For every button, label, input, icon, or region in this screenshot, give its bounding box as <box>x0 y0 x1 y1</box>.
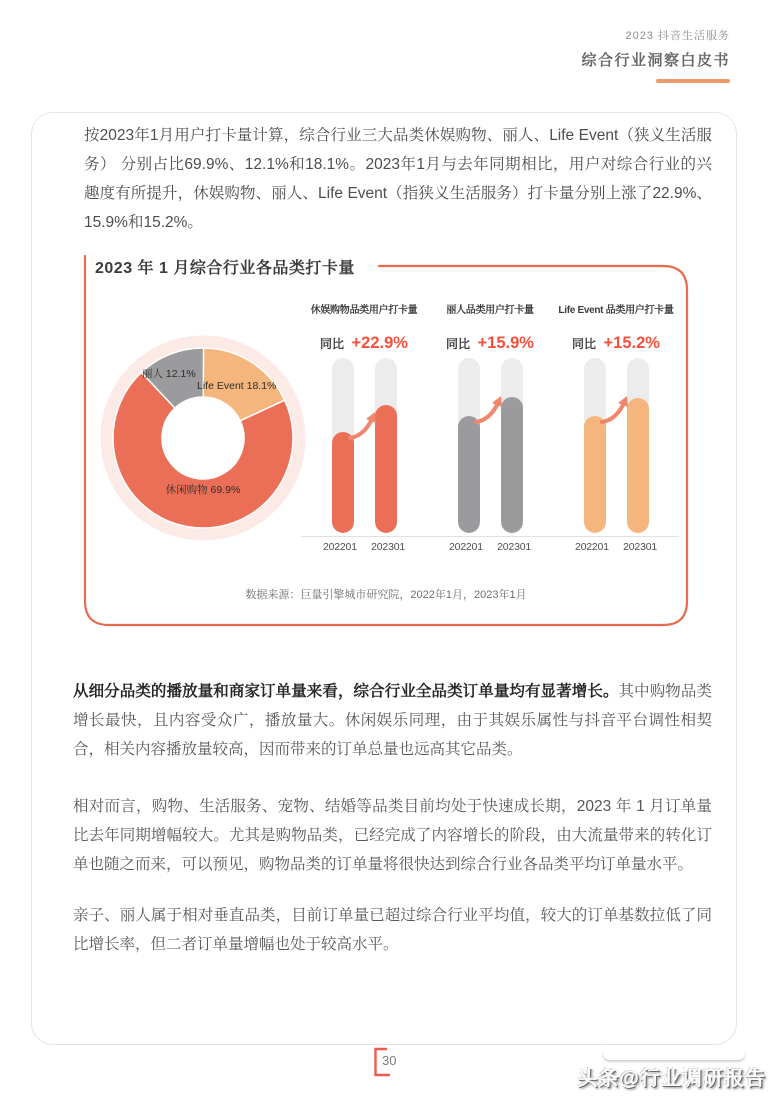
growth-arrow-icon <box>346 410 382 442</box>
chart-box <box>81 250 691 629</box>
bar-chart-area <box>301 305 679 553</box>
bar-baseline <box>553 536 679 537</box>
header-underline <box>656 79 730 83</box>
bar-pair <box>458 358 523 533</box>
bar-group-life-event <box>553 305 679 553</box>
bar-pair <box>584 358 649 533</box>
growth-arrow-icon <box>598 394 634 426</box>
bar-pair <box>332 358 397 533</box>
bar-categories <box>323 541 405 553</box>
bar-category-label: 202201 <box>449 541 483 553</box>
content-card <box>31 112 737 1045</box>
chart-source: 数据来源：巨量引擎城市研究院，2022年1月，2023年1月 <box>245 589 527 601</box>
body-paragraph-1 <box>73 677 712 764</box>
bar-fill <box>332 432 354 534</box>
bar-category-label: 202201 <box>323 541 357 553</box>
bar-group-title: 丽人品类用户打卡量 <box>446 305 534 316</box>
bar-track <box>584 358 606 533</box>
yoy-row <box>553 333 679 353</box>
bar-track <box>501 358 523 533</box>
bar-category-label: 202301 <box>371 541 405 553</box>
donut-chart <box>98 333 308 543</box>
paragraph-bold-lead: 从细分品类的播放量和商家订单量来看，综合行业全品类订单量均有显著增长。 <box>73 683 619 700</box>
page-number-value: 30 <box>382 1053 397 1068</box>
yoy-label: 同比 <box>320 337 345 351</box>
bar-group-liren <box>427 305 553 553</box>
bar-group-xiuyu-gouwu <box>301 305 427 553</box>
bar-categories <box>449 541 531 553</box>
yoy-row <box>427 333 553 353</box>
bar-group-title: 休娱购物品类用户打卡量 <box>310 305 418 316</box>
watermark-text: 头条@行业调研报告 <box>577 1068 766 1090</box>
body-paragraph-2: 相对而言，购物、生活服务、宠物、结婚等品类目前均处于快速成长期，2023 年 1 月订单量比去年同期增幅较大。尤其是购物品类，已经完成了内容增长的阶段，由大流量带来的转化订单也随之而来，可以预见，购物品类的订单量将很快达到综合行业各品类平均订单量水平。 <box>73 798 712 873</box>
page-number <box>373 1047 407 1079</box>
bar-track <box>332 358 354 533</box>
donut-label-xiuxian-gouwu: 休闲购物 69.9% <box>165 484 241 496</box>
donut-label-life-event: Life Event 18.1% <box>197 380 277 392</box>
body-paragraph-3: 亲子、丽人属于相对垂直品类，目前订单量已超过综合行业平均值，较大的订单基数拉低了同比增长率，但二者订单量增幅也处于较高水平。 <box>73 907 712 953</box>
bar-baseline <box>301 536 427 537</box>
growth-arrow-icon <box>472 394 508 426</box>
bar-fill <box>584 416 606 533</box>
bar-baseline <box>427 536 553 537</box>
header-eyebrow: 2023 抖音生活服务 <box>625 30 730 42</box>
yoy-label: 同比 <box>572 337 597 351</box>
yoy-label: 同比 <box>446 337 471 351</box>
bar-category-label: 202301 <box>497 541 531 553</box>
yoy-value: +15.2% <box>603 334 660 352</box>
yoy-row <box>301 333 427 353</box>
bar-fill <box>458 416 480 533</box>
bar-group-title: Life Event 品类用户打卡量 <box>558 305 674 316</box>
watermark-pill <box>603 1046 745 1060</box>
yoy-value: +22.9% <box>351 334 408 352</box>
donut-label-liren: 丽人 12.1% <box>142 368 196 380</box>
bar-category-label: 202201 <box>575 541 609 553</box>
bar-track <box>458 358 480 533</box>
header-title: 综合行业洞察白皮书 <box>581 52 730 69</box>
bar-track <box>627 358 649 533</box>
bar-categories <box>575 541 657 553</box>
donut-svg <box>98 333 308 543</box>
chart-title: 2023 年 1 月综合行业各品类打卡量 <box>95 260 355 277</box>
intro-paragraph: 按2023年1月用户打卡量计算，综合行业三大品类休娱购物、丽人、Life Event（狭义生活服务） 分别占比69.9%、12.1%和18.1%。2023年1月与去年同期相比，用户对综合行业的兴趣度有所提升，休娱购物、丽人、Life Event（指狭义生活服务）打卡量分别上涨了22.9%、15.9%和15.2%。 <box>84 127 712 231</box>
yoy-value: +15.9% <box>477 334 534 352</box>
bar-category-label: 202301 <box>623 541 657 553</box>
bar-track <box>375 358 397 533</box>
page-header <box>581 27 730 83</box>
paragraph-rest: 其中购物品类增长最快，且内容受众广，播放量大。休闲娱乐同理，由于其娱乐属性与抖音平台调性相契合，相关内容播放量较高，因而带来的订单总量也远高其它品类。 <box>73 683 712 758</box>
